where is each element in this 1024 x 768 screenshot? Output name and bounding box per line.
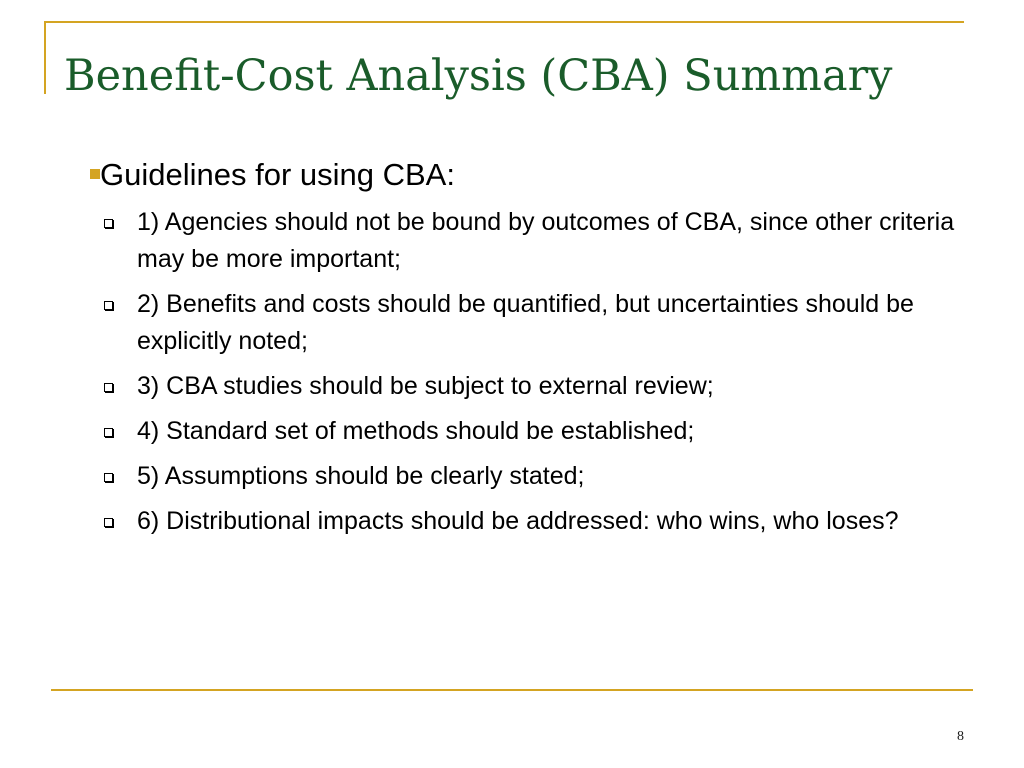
footer-divider: [51, 689, 973, 691]
hollow-square-bullet-icon: [104, 473, 113, 482]
guideline-item: [137, 368, 957, 405]
guideline-text: 3) CBA studies should be subject to external review;: [137, 372, 714, 400]
hollow-square-bullet-icon: [104, 428, 113, 437]
guideline-text: 6) Distributional impacts should be addressed: who wins, who loses?: [137, 507, 899, 535]
guideline-item: [137, 503, 957, 540]
guideline-text: 1) Agencies should not be bound by outcomes of CBA, since other criteria may be more important;: [137, 208, 955, 273]
guideline-item: [137, 286, 957, 360]
guideline-item: [137, 413, 957, 450]
hollow-square-bullet-icon: [104, 518, 113, 527]
page-number: 8: [957, 729, 964, 744]
guideline-item: [137, 204, 957, 278]
hollow-square-bullet-icon: [104, 301, 113, 310]
hollow-square-bullet-icon: [104, 219, 113, 228]
guideline-text: 2) Benefits and costs should be quantified, but uncertainties should be explicitly noted;: [137, 290, 914, 355]
guidelines-list: [137, 204, 957, 548]
guideline-text: 4) Standard set of methods should be established;: [137, 417, 695, 445]
square-bullet-icon: [90, 169, 100, 179]
slide-title: Benefit-Cost Analysis (CBA) Summary: [64, 51, 893, 101]
hollow-square-bullet-icon: [104, 383, 113, 392]
guideline-item: [137, 458, 957, 495]
guideline-text: 5) Assumptions should be clearly stated;: [137, 462, 585, 490]
main-bullet-text: Guidelines for using CBA:: [100, 157, 455, 192]
main-bullet-item: [100, 153, 455, 196]
